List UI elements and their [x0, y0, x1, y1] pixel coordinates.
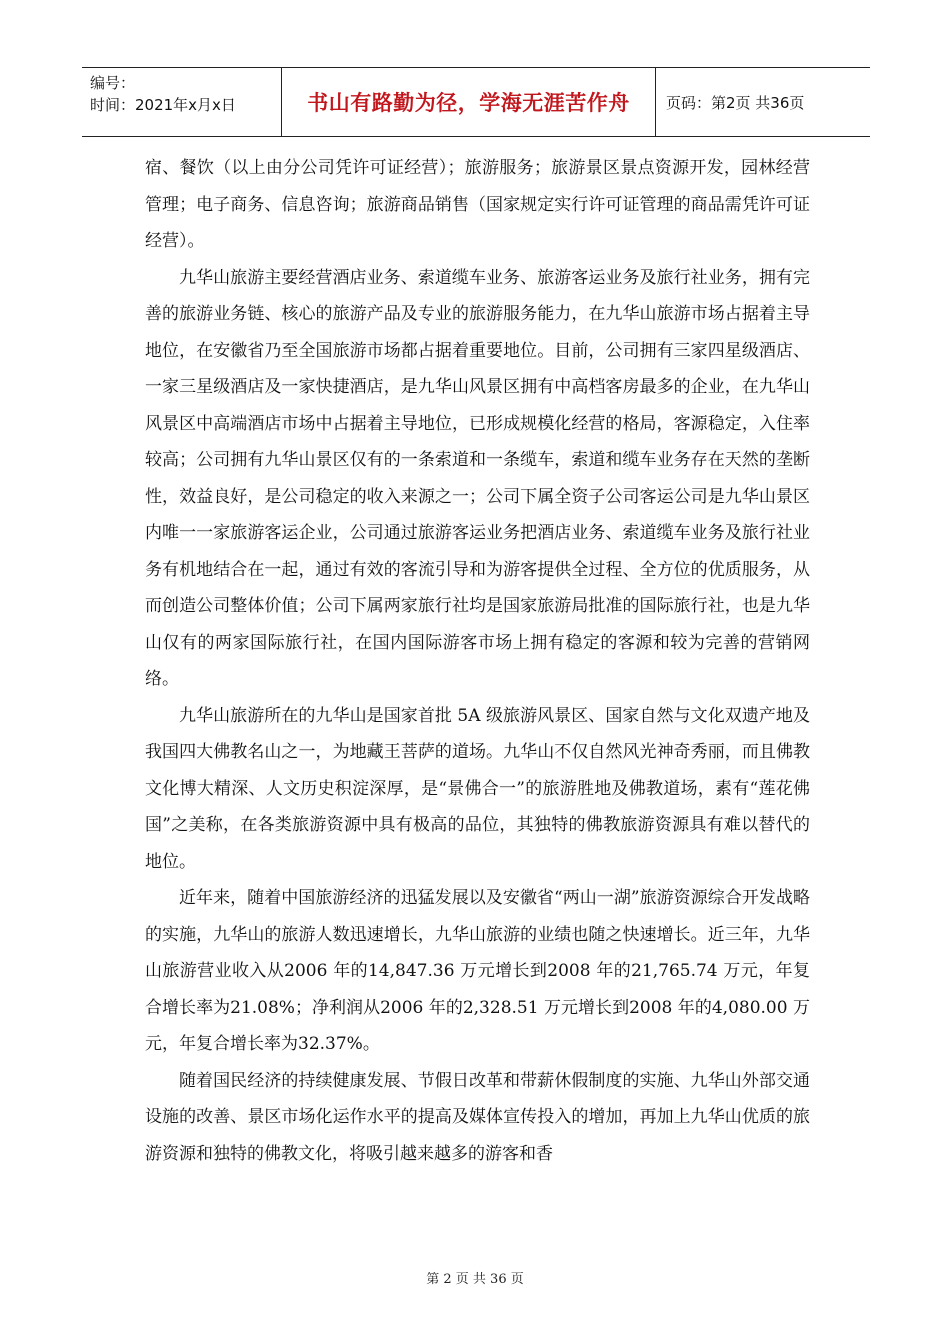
- document-date: 时间：2021年x月x日: [90, 96, 236, 114]
- header-page-info: 页码：第2页 共36页: [666, 93, 805, 112]
- paragraph-jiuhuashan-location: 九华山旅游所在的九华山是国家首批 5A 级旅游风景区、国家自然与文化双遗产地及我国四大佛教名山之一，为地藏王菩萨的道场。九华山不仅自然风光神奇秀丽，而且佛教文化博大精深、人文历史积淀深厚，是“景佛合一”的旅游胜地及佛教道场，素有“莲花佛国”之美称，在各类旅游资源中具有极高的品位，其独特的佛教旅游资源具有难以替代的地位。: [145, 705, 810, 872]
- document-number-label: 编号：: [90, 74, 136, 92]
- page-footer: 第 2 页 共 36 页: [426, 1272, 524, 1287]
- document-header: [82, 67, 870, 137]
- paragraph-business-overview: 九华山旅游主要经营酒店业务、索道缆车业务、旅游客运业务及旅行社业务，拥有完善的旅游业务链、核心的旅游产品及专业的旅游服务能力，在九华山旅游市场占据着主导地位，在安徽省乃至全国旅游市场都占据着重要地位。目前，公司拥有三家四星级酒店、一家三星级酒店及一家快捷酒店，是九华山风景区拥有中高档客房最多的企业，在九华山风景区中高端酒店市场中占据着主导地位，已形成规模化经营的格局，客源稳定，入住率较高；公司拥有九华山景区仅有的一条索道和一条缆车，索道和缆车业务存在天然的垄断性，效益良好，是公司稳定的收入来源之一；公司下属全资子公司客运公司是九华山景区内唯一一家旅游客运企业，公司通过旅游客运业务把酒店业务、索道缆车业务及旅行社业务有机地结合在一起，通过有效的客流引导和为游客提供全过程、全方位的优质服务，从而创造公司整体价值；公司下属两家旅行社均是国家旅游局批准的国际旅行社，也是九华山仅有的两家国际旅行社，在国内国际游客市场上拥有稳定的客源和较为完善的营销网络。: [145, 267, 810, 689]
- header-motto: 书山有路勤为径，学海无涯苦作舟: [282, 68, 656, 136]
- paragraph-continued: 宿、餐饮（以上由分公司凭许可证经营）；旅游服务；旅游景区景点资源开发，园林经营管理；电子商务、信息咨询；旅游商品销售（国家规定实行许可证管理的商品需凭许可证经营）。: [145, 158, 810, 251]
- document-body: [145, 150, 810, 1172]
- header-meta: [82, 68, 282, 136]
- paragraph-growth: 近年来，随着中国旅游经济的迅猛发展以及安徽省“两山一湖”旅游资源综合开发战略的实施，九华山的旅游人数迅速增长，九华山旅游的业绩也随之快速增长。近三年，九华山旅游营业收入从2006 年的14,847.36 万元增长到2008 年的21,765.74 万元，年复合增长率为21.08%；净利润从2006 年的2,328.51 万元增长到2008 年的4,080.00 万元，年复合增长率为32.37%。: [145, 888, 810, 1054]
- paragraph-outlook: 随着国民经济的持续健康发展、节假日改革和带薪休假制度的实施、九华山外部交通设施的改善、景区市场化运作水平的提高及媒体宣传投入的增加，再加上九华山优质的旅游资源和独特的佛教文化，将吸引越来越多的游客和香: [145, 1070, 810, 1164]
